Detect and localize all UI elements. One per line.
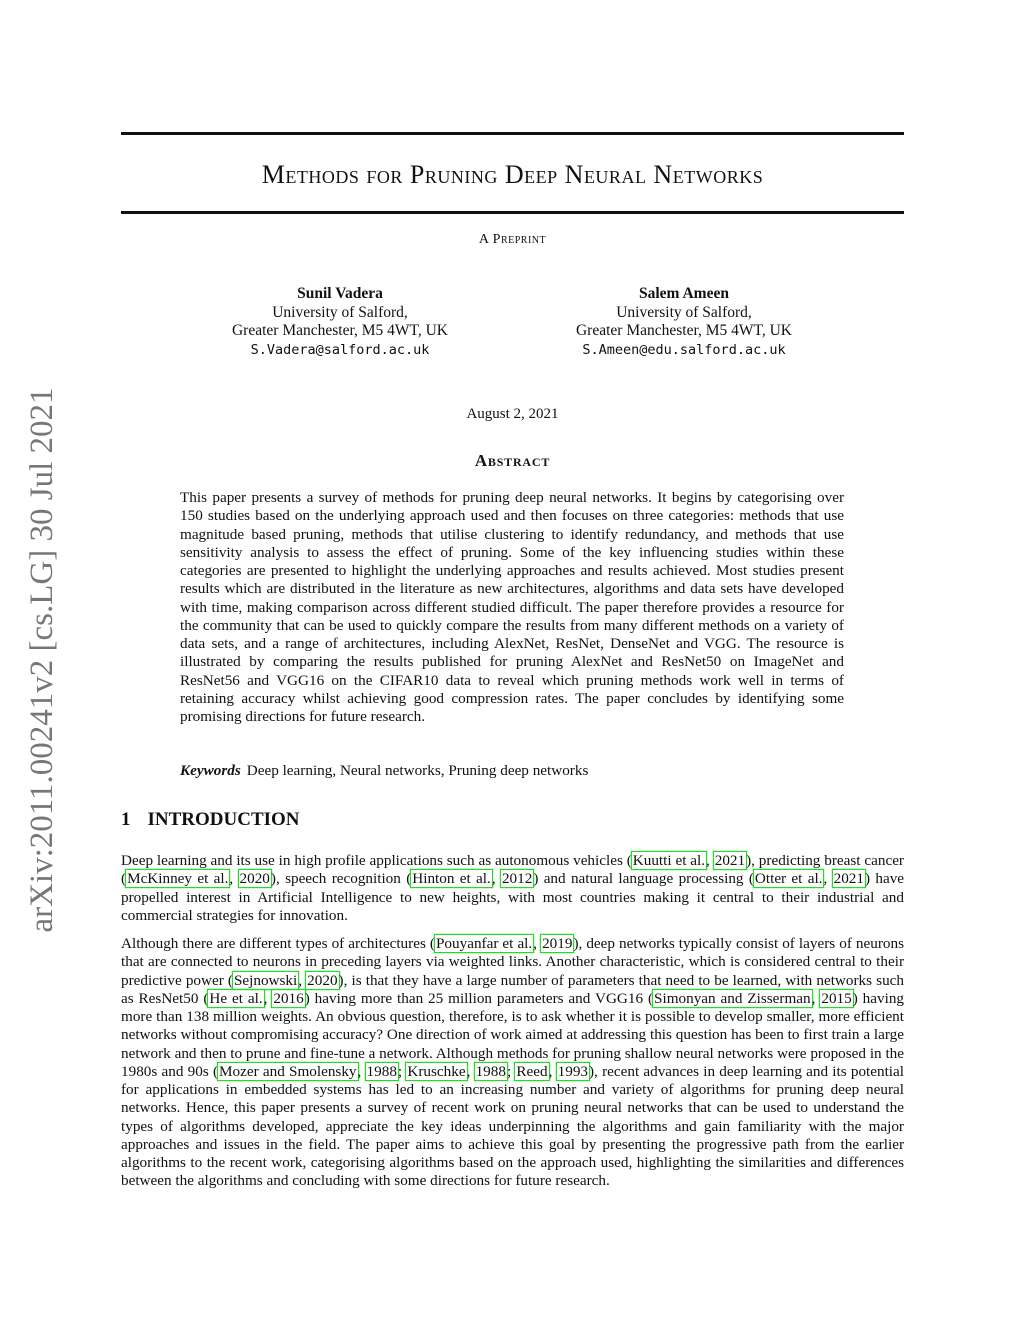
paragraph-text: ,: [263, 989, 273, 1007]
paragraph-text: ) having more than 25 million parameters and VGG16 (: [304, 989, 654, 1007]
section-number: 1: [121, 809, 131, 830]
citation-link[interactable]: 1988: [475, 1062, 506, 1080]
paragraph-text: Although there are different types of architectures (: [121, 935, 435, 952]
abstract-heading: Abstract: [474, 451, 551, 470]
citation-link[interactable]: Reed: [516, 1062, 548, 1080]
title-bottom-rule: [121, 211, 904, 214]
paragraph-text: ), is that they have a large number of parameters that need to be learned, with networks such as ResNet50 (: [121, 971, 904, 1007]
section-title: INTRODUCTION: [147, 809, 300, 830]
paragraph-text: ) having more than 138 million weights. An obvious question, therefore, is to ask whether it is possible to develop smaller, more efficient networks without compromising accuracy? One direction of work aimed at addressing this question has been to first train a large network and then to prune and fine-tune a network. Although methods for pruning shallow neural networks were proposed in the 1980s and 90s (: [121, 989, 905, 1080]
citation-link[interactable]: 2021: [714, 852, 746, 869]
publication-date: August 2, 2021: [466, 406, 559, 422]
section-heading: [121, 809, 300, 831]
preprint-label: A Preprint: [478, 232, 547, 247]
citation-link[interactable]: Hinton et al.: [412, 870, 491, 888]
citation-link[interactable]: 2016: [273, 989, 304, 1007]
paragraph-text: ) and natural language processing (: [533, 870, 754, 888]
author-email[interactable]: S.Ameen@edu.salford.ac.uk: [582, 341, 786, 358]
paragraph-text: ,: [491, 870, 501, 888]
citation-link[interactable]: 2012: [501, 870, 533, 888]
author-affiliation: University of Salford,: [616, 303, 752, 321]
paragraph-text: ,: [298, 971, 307, 989]
intro-paragraph-2: [121, 935, 904, 1191]
paragraph-text: ), deep networks typically consist of layers of neurons that are connected to neurons in preceding layers via weighted links. Another characteristic, which is considered central to their predictive power (: [121, 935, 905, 989]
paragraph-text: ,: [533, 935, 542, 952]
paragraph-text: ,: [357, 1062, 366, 1080]
paragraph-text: Deep learning and its use in high profile applications such as autonomous vehicles (: [121, 852, 632, 869]
citation-link[interactable]: 2020: [307, 971, 338, 989]
author-affiliation: University of Salford,: [272, 303, 408, 321]
paper-title: Methods for Pruning Deep Neural Networks: [261, 160, 764, 189]
citation-link[interactable]: McKinney et al.: [127, 870, 229, 888]
author-block-1: [212, 285, 468, 359]
citation-link[interactable]: He et al.: [209, 989, 263, 1007]
citation-link[interactable]: 1993: [557, 1062, 588, 1080]
paragraph-text: ,: [823, 870, 833, 888]
keywords-label: Keywords: [180, 762, 241, 779]
intro-paragraph-1: [121, 852, 904, 925]
top-rule: [121, 132, 904, 135]
citation-link[interactable]: 2015: [821, 989, 852, 1007]
paragraph-text: ), speech recognition (: [270, 870, 412, 888]
citation-link[interactable]: 1988: [366, 1062, 397, 1080]
paragraph-text: ,: [548, 1062, 557, 1080]
citation-link[interactable]: Sejnowski: [233, 971, 298, 989]
paragraph-text: ,: [811, 989, 821, 1007]
author-address: Greater Manchester, M5 4WT, UK: [231, 322, 448, 339]
paragraph-text: ,: [706, 852, 714, 869]
paragraph-text: ) have propelled interest in Artificial Intelligence to new heights, with most countries making it central to their industrial and commercial strategies for innovation.: [121, 870, 905, 924]
author-address: Greater Manchester, M5 4WT, UK: [575, 322, 792, 339]
citation-link[interactable]: Otter et al.: [754, 870, 823, 888]
author-block-2: [556, 285, 812, 359]
author-name: Salem Ameen: [639, 285, 729, 302]
citation-link[interactable]: Simonyan and Zisserman: [654, 989, 811, 1007]
paragraph-text: ;: [506, 1062, 516, 1080]
citation-link[interactable]: Mozer and Smolensky: [219, 1062, 357, 1080]
keywords-list: Deep learning, Neural networks, Pruning deep networks: [246, 762, 589, 779]
citation-link[interactable]: 2021: [833, 870, 864, 888]
citation-link[interactable]: Pouyanfar et al.: [435, 935, 533, 952]
citation-link[interactable]: 2020: [239, 870, 270, 888]
citation-link[interactable]: Kruschke: [407, 1062, 466, 1080]
paragraph-text: ,: [229, 870, 239, 888]
arxiv-side-label: arXiv:2011.00241v2 [cs.LG] 30 Jul 2021: [24, 387, 60, 933]
citation-link[interactable]: Kuutti et al.: [632, 852, 706, 869]
paragraph-text: ,: [466, 1062, 475, 1080]
author-email[interactable]: S.Vadera@salford.ac.uk: [250, 341, 430, 358]
author-name: Sunil Vadera: [297, 285, 383, 302]
citation-link[interactable]: 2019: [542, 935, 573, 952]
paragraph-text: ;: [397, 1062, 407, 1080]
paragraph-text: ), recent advances in deep learning and its potential for applications in embedded systems has led to an increasing number and variety of algorithms for pruning deep neural networks. Hence, this paper presents a survey of recent work on pruning neural networks that can be used to understand the types of algorithms developed, appreciate the key ideas underpinning the algorithms and gain familiarity with the major approaches and issues in the field. The paper aims to achieve this goal by presenting the progressive path from the earlier algorithms to the recent work, categorising algorithms based on the approach used, highlighting the similarities and differences between the algorithms and concluding with some directions for future research.: [121, 1062, 904, 1190]
keywords: [180, 762, 844, 780]
paragraph-text: ), predicting breast cancer (: [121, 852, 904, 888]
abstract-body: This paper presents a survey of methods for pruning deep neural networks. It begins by categorising over 150 studies based on the underlying approach used and then focuses on three categories: methods that use magnitude based pruning, methods that utilise clustering to identify redundancy, and methods that use sensitivity analysis to assess the effect of pruning. Some of the key influencing studies within these categories are presented to highlight the underlying approaches and results achieved. Most studies present results which are distributed in the literature as new architectures, algorithms and data sets have developed with time, making comparison across different studied difficult. The paper therefore provides a resource for the community that can be used to quickly compare the results from many different methods on a variety of data sets, and a range of architectures, including AlexNet, ResNet, DenseNet and VGG. The resource is illustrated by comparing the results published for pruning AlexNet and ResNet50 on ImageNet and ResNet56 and VGG16 on the CIFAR10 data to reveal which pruning methods work well in terms of retaining accuracy whilst achieving good compression rates. The paper concludes by identifying some promising directions for future research.: [180, 489, 844, 725]
